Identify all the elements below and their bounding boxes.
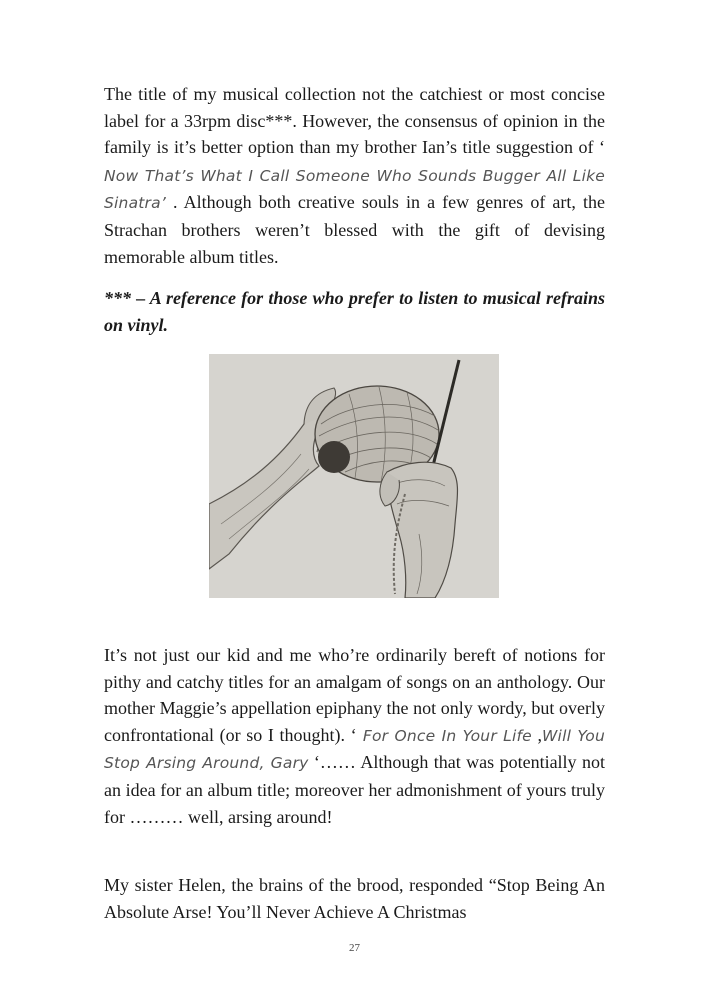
paragraph-album-title [104,81,605,270]
quoted-title: For Once In Your Life [356,726,532,745]
paragraph-text: ‘…… Although that was potentially not an idea for an album title; moreover her admonishment of yours truly for ……… well, arsing around! [104,752,605,827]
hands-holding-ball-illustration [209,354,499,598]
quoted-title: Now That’s What I Call Someone Who Sounds Bugger All Like Sinatra’ [104,166,605,213]
paragraph-text: , [531,724,543,745]
quoted-title-2: Will You Stop Arsing Around, Gary [104,726,606,773]
footnote: *** – A reference for those who prefer to listen to musical refrains on vinyl. [104,288,605,335]
paragraph-text: The title of my musical collection not the catchiest or most concise label for a 33rpm disc***. However, the consensus of opinion in the family is it’s better option than my brother Ian’s title suggestion of ‘ [104,84,605,158]
page-number: 27 [349,942,360,954]
paragraph-mother-title [104,642,605,830]
paragraph-text: . Although both creative souls in a few genres of art, the Strachan brothers weren’t blessed with the gift of devising memorable album titles. [104,192,605,267]
paragraph-text: It’s not just our kid and me who’re ordinarily bereft of notions for pithy and catchy titles for an amalgam of songs on an anthology. Our mother Maggie’s appellation epiphany the not only wordy, but overly confrontational (or so I thought). ‘ [104,645,605,745]
paragraph-sister: My sister Helen, the brains of the brood, responded “Stop Being An Absolute Arse! You’ll Never Achieve A Christmas [104,875,605,922]
